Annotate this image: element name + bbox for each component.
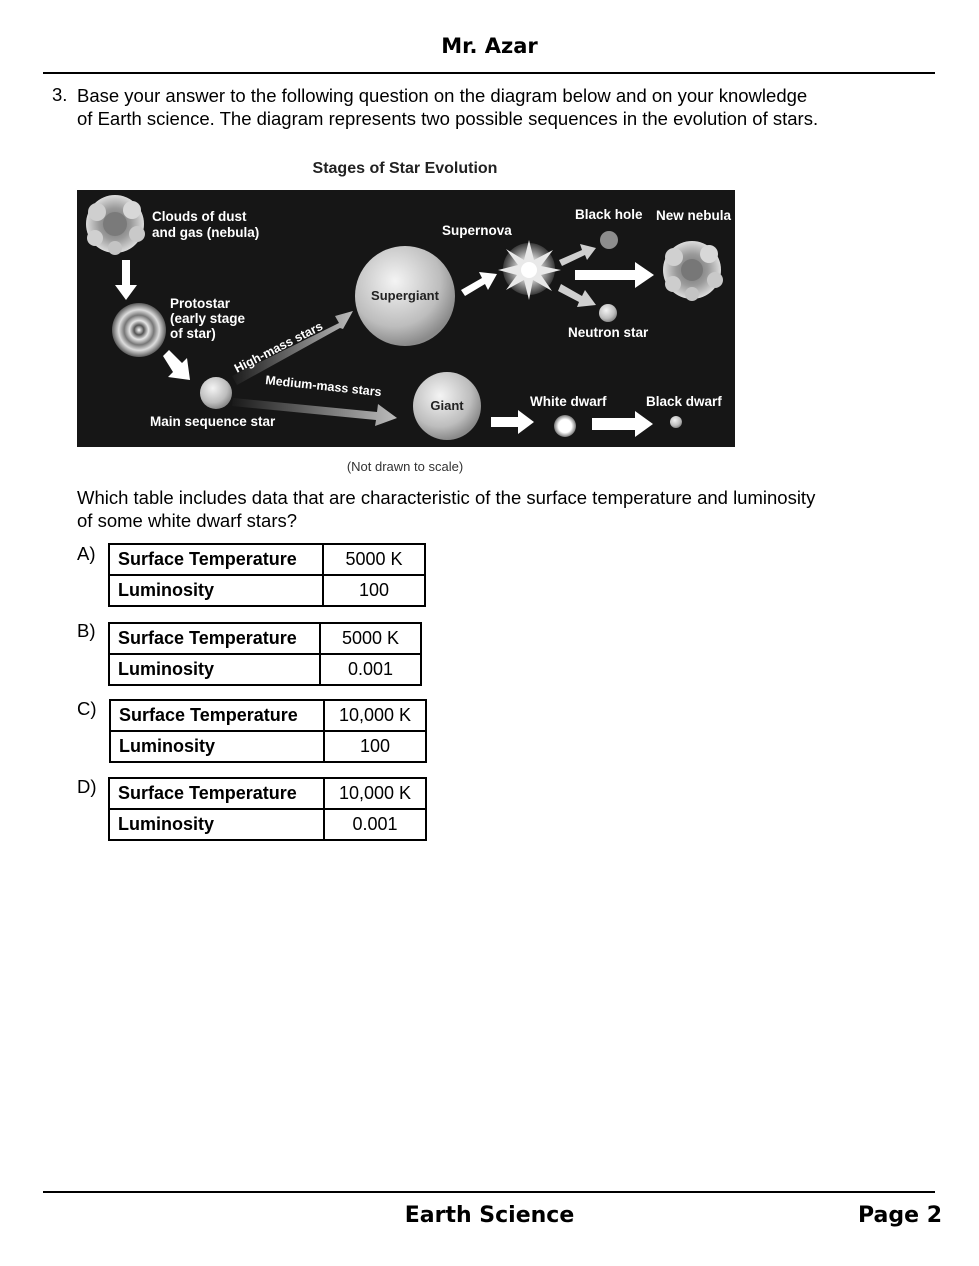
temp-value: 10,000 K — [324, 778, 426, 809]
option-b-table[interactable] — [108, 622, 422, 686]
label-protostar-line1: Protostar — [170, 296, 231, 311]
question-prompt-line2: of some white dwarf stars? — [77, 510, 298, 531]
main-sequence-star-icon — [200, 377, 232, 409]
new-nebula-icon — [663, 241, 723, 301]
lum-value: 0.001 — [320, 654, 421, 685]
figure-note: (Not drawn to scale) — [346, 459, 464, 474]
table-row — [110, 700, 426, 731]
lum-label: Luminosity — [109, 654, 320, 685]
lum-label: Luminosity — [109, 575, 323, 606]
footer-divider — [43, 1191, 935, 1193]
figure-title: Stages of Star Evolution — [312, 160, 498, 177]
temp-value: 5000 K — [323, 544, 425, 575]
label-black-hole: Black hole — [575, 207, 643, 222]
label-supergiant: Supergiant — [371, 288, 439, 303]
arrow-supernova-to-nebula — [575, 262, 654, 288]
arrow-giant-to-white-dwarf — [491, 410, 534, 434]
arrow-supernova-to-neutron — [558, 284, 596, 307]
header-divider — [43, 72, 935, 74]
option-d-table[interactable] — [108, 777, 427, 841]
table-row — [109, 575, 425, 606]
supernova-icon — [498, 240, 561, 300]
neutron-star-icon — [599, 304, 617, 322]
label-new-nebula: New nebula — [656, 208, 732, 223]
star-evolution-diagram — [77, 190, 735, 447]
option-b-letter[interactable]: B) — [77, 620, 96, 641]
teacher-name: Mr. Azar — [441, 34, 538, 58]
arrow-protostar-to-main — [163, 350, 190, 380]
question-prompt — [77, 486, 877, 532]
question-number: 3. — [52, 84, 68, 105]
option-a-table[interactable] — [108, 543, 426, 607]
question-intro-line2: of Earth science. The diagram represents two possible sequences in the evolution of stars. — [77, 108, 819, 129]
temp-value: 10,000 K — [324, 700, 426, 731]
option-a-letter[interactable]: A) — [77, 543, 96, 564]
black-hole-icon — [600, 231, 618, 249]
label-clouds-line2: and gas (nebula) — [152, 225, 260, 240]
footer-page-number: Page 2 — [857, 1203, 942, 1228]
label-giant: Giant — [430, 398, 464, 413]
table-row — [109, 809, 426, 840]
table-row — [110, 731, 426, 762]
label-protostar-line3: of star) — [170, 326, 216, 341]
option-c-letter[interactable]: C) — [77, 698, 97, 719]
temp-label: Surface Temperature — [109, 544, 323, 575]
label-high-mass: High-mass stars — [232, 319, 326, 376]
question-prompt-line1: Which table includes data that are characteristic of the surface temperature and luminosity — [77, 487, 816, 508]
label-medium-mass: Medium-mass stars — [264, 373, 383, 400]
table-row — [109, 544, 425, 575]
white-dwarf-icon — [554, 415, 576, 437]
nebula-cloud-icon — [86, 195, 145, 255]
question-intro-line1: Base your answer to the following question on the diagram below and on your knowledge — [77, 85, 808, 106]
protostar-icon — [112, 303, 166, 357]
lum-value: 100 — [324, 731, 426, 762]
lum-label: Luminosity — [110, 731, 324, 762]
table-row — [109, 778, 426, 809]
arrow-cloud-to-protostar — [115, 260, 137, 300]
lum-value: 0.001 — [324, 809, 426, 840]
temp-value: 5000 K — [320, 623, 421, 654]
black-dwarf-icon — [670, 416, 682, 428]
option-d-letter[interactable]: D) — [77, 776, 97, 797]
lum-value: 100 — [323, 575, 425, 606]
lum-label: Luminosity — [109, 809, 324, 840]
label-white-dwarf: White dwarf — [530, 394, 607, 409]
footer-subject: Earth Science — [404, 1203, 575, 1228]
label-clouds-line1: Clouds of dust — [152, 209, 247, 224]
label-protostar-line2: (early stage — [170, 311, 246, 326]
label-supernova: Supernova — [442, 223, 512, 238]
arrow-white-to-black-dwarf — [592, 411, 653, 437]
table-row — [109, 654, 421, 685]
temp-label: Surface Temperature — [109, 778, 324, 809]
question-intro — [77, 84, 877, 130]
temp-label: Surface Temperature — [109, 623, 320, 654]
temp-label: Surface Temperature — [110, 700, 324, 731]
option-c-table[interactable] — [109, 699, 427, 763]
table-row — [109, 623, 421, 654]
label-neutron-star: Neutron star — [568, 325, 649, 340]
label-main-sequence: Main sequence star — [150, 414, 276, 429]
arrow-supergiant-to-supernova — [461, 272, 497, 296]
label-black-dwarf: Black dwarf — [646, 394, 722, 409]
arrow-supernova-to-black-hole — [559, 244, 596, 266]
